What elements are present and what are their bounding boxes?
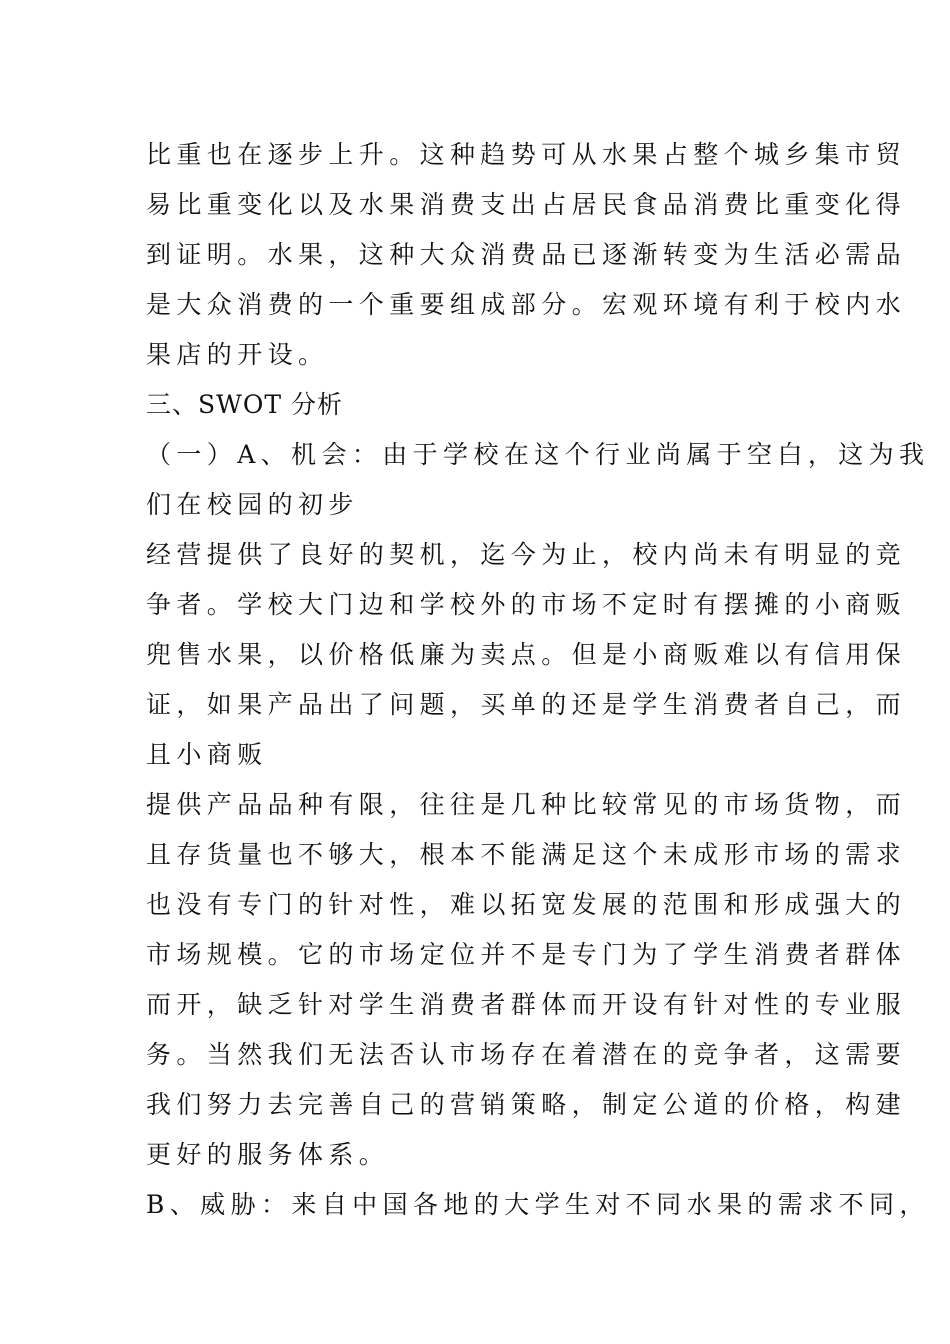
text-line: 且小商贩 [146,740,268,769]
text-line: 易比重变化以及水果消费支出占居民食品消费比重变化得 [146,190,907,219]
text-line: 也没有专门的针对性，难以拓宽发展的范围和形成强大的 [146,890,907,919]
text-line: 市场规模。它的市场定位并不是专门为了学生消费者群体 [146,940,907,969]
text-line: 更好的服务体系。 [146,1140,390,1169]
text-line: 我们努力去完善自己的营销策略，制定公道的价格，构建 [146,1090,907,1119]
text-line: 经营提供了良好的契机，迄今为止，校内尚未有明显的竞 [146,540,907,569]
text-line: B、威胁：来自中国各地的大学生对不同水果的需求不同， [146,1190,930,1219]
text-line: （一）A、机会：由于学校在这个行业尚属于空白，这为我 [146,440,930,469]
text-line: 果店的开设。 [146,340,329,369]
text-line: 比重也在逐步上升。这种趋势可从水果占整个城乡集市贸 [146,140,907,169]
text-line: 到证明。水果，这种大众消费品已逐渐转变为生活必需品 [146,240,907,269]
text-line: 争者。学校大门边和学校外的市场不定时有摆摊的小商贩 [146,590,907,619]
section-heading: 三、SWOT 分析 [146,390,343,419]
text-line: 证，如果产品出了问题，买单的还是学生消费者自己，而 [146,690,907,719]
text-line: 务。当然我们无法否认市场存在着潜在的竞争者，这需要 [146,1040,907,1069]
text-line: 提供产品品种有限，往往是几种比较常见的市场货物，而 [146,790,907,819]
text-line: 兜售水果，以价格低廉为卖点。但是小商贩难以有信用保 [146,640,907,669]
text-line: 们在校园的初步 [146,490,359,519]
text-line: 是大众消费的一个重要组成部分。宏观环境有利于校内水 [146,290,907,319]
body-text [146,130,930,1230]
text-line: 且存货量也不够大，根本不能满足这个未成形市场的需求 [146,840,907,869]
text-line: 而开，缺乏针对学生消费者群体而开设有针对性的专业服 [146,990,907,1019]
